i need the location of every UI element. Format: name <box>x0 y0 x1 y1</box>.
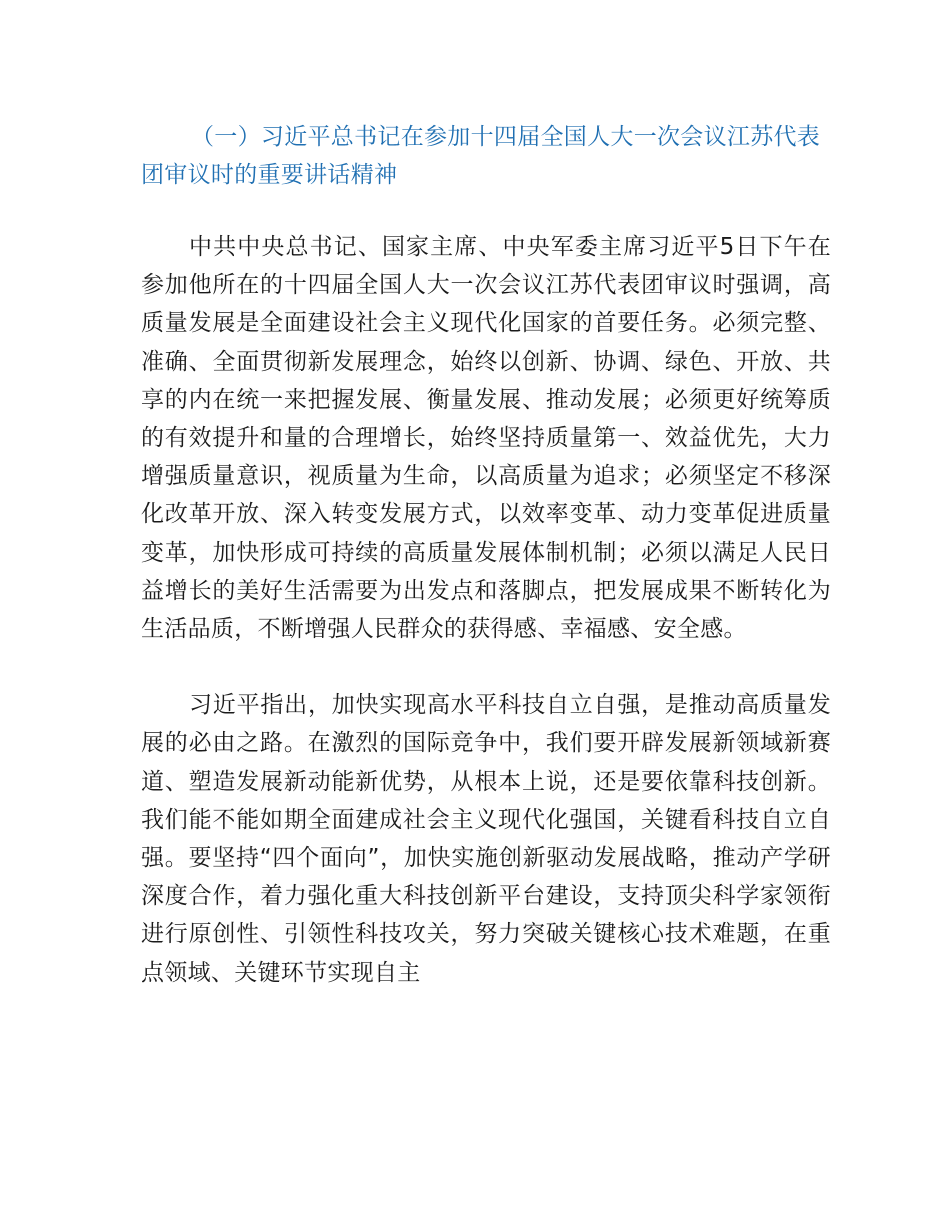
document-body <box>141 118 831 992</box>
paragraph-2: 习近平指出，加快实现高水平科技自立自强，是推动高质量发展的必由之路。在激烈的国际竞争中，我们要开辟发展新领域新赛道、塑造发展新动能新优势，从根本上说，还是要依靠科技创新。我们能不能如期全面建成社会主义现代化强国，关键看科技自立自强。要坚持“四个面向”，加快实施创新驱动发展战略，推动产学研深度合作，着力强化重大科技创新平台建设，支持顶尖科学家领衔进行原创性、引领性科技攻关，努力突破关键核心技术难题，在重点领域、关键环节实现自主 <box>141 692 831 986</box>
section-heading: （一）习近平总书记在参加十四届全国人大一次会议江苏代表团审议时的重要讲话精神 <box>141 124 821 188</box>
paragraph-1: 中共中央总书记、国家主席、中央军委主席习近平5日下午在参加他所在的十四届全国人大一次会议江苏代表团审议时强调，高质量发展是全面建设社会主义现代化国家的首要任务。必须完整、准确、全面贯彻新发展理念，始终以创新、协调、绿色、开放、共享的内在统一来把握发展、衡量发展、推动发展；必须更好统筹质的有效提升和量的合理增长，始终坚持质量第一、效益优先，大力增强质量意识，视质量为生命，以高质量为追求；必须坚定不移深化改革开放、深入转变发展方式，以效率变革、动力变革促进质量变革，加快形成可持续的高质量发展体制机制；必须以满足人民日益增长的美好生活需要为出发点和落脚点，把发展成果不断转化为生活品质，不断增强人民群众的获得感、幸福感、安全感。 <box>141 234 831 643</box>
